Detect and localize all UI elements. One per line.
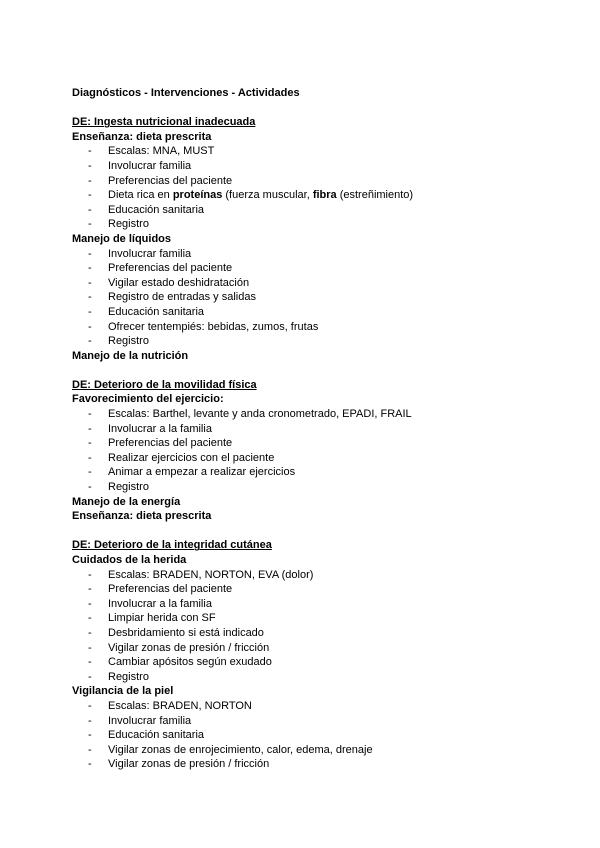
activity-item: [72, 436, 600, 451]
activity-text: Realizar ejercicios con el paciente: [108, 451, 275, 464]
activity-text-bold: proteínas: [172, 189, 223, 202]
activity-item: [72, 290, 600, 305]
list-dash: -: [88, 568, 92, 581]
activity-text: Vigilar zonas de enrojecimiento, calor, edema, drenaje: [108, 743, 373, 756]
list-dash: -: [88, 758, 92, 771]
activity-item: [72, 714, 600, 729]
activity-item: [72, 407, 600, 422]
activity-list: [72, 568, 600, 685]
list-dash: -: [88, 437, 92, 450]
activity-text: Vigilar zonas de presión / fricción: [108, 758, 270, 771]
list-dash: -: [88, 422, 92, 435]
list-dash: -: [88, 262, 92, 275]
list-dash: -: [88, 408, 92, 421]
activity-item: [72, 611, 600, 626]
diagnosis-heading: DE: Ingesta nutricional inadecuada: [72, 116, 256, 129]
list-dash: -: [88, 305, 92, 318]
activity-text: Involucrar familia: [108, 247, 192, 260]
intervention-heading: Enseñanza: dieta prescrita: [72, 510, 212, 523]
list-dash: -: [88, 203, 92, 216]
activity-item: [72, 757, 600, 772]
list-dash: -: [88, 145, 92, 158]
activity-item: [72, 261, 600, 276]
activity-item: [72, 465, 600, 480]
activity-item: [72, 641, 600, 656]
activity-text: Involucrar a la familia: [108, 422, 212, 435]
activity-text: Preferencias del paciente: [108, 437, 233, 450]
activity-list: [72, 407, 600, 495]
activity-item: [72, 159, 600, 174]
diagnosis-heading: DE: Deterioro de la movilidad física: [72, 378, 257, 391]
activity-item: [72, 699, 600, 714]
intervention-heading: Manejo de la nutrición: [72, 349, 189, 362]
activity-text-bold: fibra: [312, 189, 337, 202]
list-dash: -: [88, 174, 92, 187]
activity-text: Vigilar estado deshidratación: [108, 276, 250, 289]
list-dash: -: [88, 729, 92, 742]
activity-text: Involucrar familia: [108, 159, 192, 172]
list-dash: -: [88, 714, 92, 727]
activity-item: [72, 203, 600, 218]
list-dash: -: [88, 451, 92, 464]
activity-text: Registro: [108, 335, 149, 348]
intervention-heading: Manejo de la energía: [72, 495, 181, 508]
diagnosis-heading: DE: Deterioro de la integridad cutánea: [72, 539, 272, 552]
list-dash: -: [88, 583, 92, 596]
intervention-heading: Manejo de líquidos: [72, 232, 172, 245]
list-dash: -: [88, 276, 92, 289]
activity-text: Desbridamiento si está indicado: [108, 626, 264, 639]
activity-text: Involucrar familia: [108, 714, 192, 727]
activity-text: Educación sanitaria: [108, 203, 205, 216]
activity-item: [72, 626, 600, 641]
intervention-heading: Enseñanza: dieta prescrita: [72, 130, 212, 143]
intervention-heading: Vigilancia de la piel: [72, 685, 174, 698]
activity-text: (fuerza muscular,: [222, 189, 313, 202]
list-dash: -: [88, 699, 92, 712]
activity-item: [72, 276, 600, 291]
activity-list: [72, 144, 600, 232]
list-dash: -: [88, 743, 92, 756]
intervention-heading: Favorecimiento del ejercicio:: [72, 393, 224, 406]
activity-text: (estreñimiento): [336, 189, 414, 202]
section-spacer: [72, 101, 600, 116]
list-dash: -: [88, 612, 92, 625]
list-dash: -: [88, 641, 92, 654]
activity-item: [72, 582, 600, 597]
activity-text: Vigilar zonas de presión / fricción: [108, 641, 270, 654]
activity-text: Escalas: MNA, MUST: [108, 145, 215, 158]
document-content: [72, 101, 600, 772]
activity-list: [72, 247, 600, 349]
list-dash: -: [88, 481, 92, 494]
activity-text: Educación sanitaria: [108, 729, 205, 742]
activity-text: Cambiar apósitos según exudado: [108, 656, 272, 669]
intervention-heading: Cuidados de la herida: [72, 554, 187, 566]
activity-item: [72, 188, 600, 203]
activity-text: Preferencias del paciente: [108, 262, 233, 275]
list-dash: -: [88, 189, 92, 202]
activity-text: Involucrar a la familia: [108, 597, 212, 610]
activity-item: [72, 597, 600, 612]
activity-text: Registro: [108, 481, 149, 494]
list-dash: -: [88, 291, 92, 304]
section-spacer: [72, 363, 600, 378]
list-dash: -: [88, 247, 92, 260]
activity-text: Limpiar herida con SF: [108, 612, 216, 625]
activity-item: [72, 568, 600, 583]
activity-list: [72, 699, 600, 772]
document-title: Diagnósticos - Intervenciones - Actividades: [72, 87, 300, 99]
activity-item: [72, 728, 600, 743]
list-dash: -: [88, 670, 92, 683]
activity-text: Registro de entradas y salidas: [108, 291, 256, 304]
activity-item: [72, 305, 600, 320]
activity-item: [72, 320, 600, 335]
activity-text: Escalas: BRADEN, NORTON, EVA (dolor): [108, 568, 314, 581]
activity-text: Escalas: Barthel, levante y anda cronometrado, EPADI, FRAIL: [108, 408, 412, 421]
list-dash: -: [88, 466, 92, 479]
list-dash: -: [88, 656, 92, 669]
activity-text: Dieta rica en: [108, 189, 173, 202]
activity-item: [72, 174, 600, 189]
activity-text: Registro: [108, 670, 149, 683]
list-dash: -: [88, 335, 92, 348]
list-dash: -: [88, 218, 92, 231]
list-dash: -: [88, 597, 92, 610]
activity-text: Registro: [108, 218, 149, 231]
activity-text: Educación sanitaria: [108, 305, 205, 318]
activity-item: [72, 480, 600, 495]
list-dash: -: [88, 159, 92, 172]
activity-item: [72, 217, 600, 232]
list-dash: -: [88, 626, 92, 639]
activity-item: [72, 247, 600, 262]
activity-text: Escalas: BRADEN, NORTON: [108, 699, 252, 712]
activity-item: [72, 655, 600, 670]
activity-text: Preferencias del paciente: [108, 583, 233, 596]
activity-text: Ofrecer tentempiés: bebidas, zumos, frutas: [108, 320, 319, 333]
section-spacer: [72, 524, 600, 539]
activity-text: Animar a empezar a realizar ejercicios: [108, 466, 296, 479]
activity-item: [72, 451, 600, 466]
activity-text: Preferencias del paciente: [108, 174, 233, 187]
activity-item: [72, 743, 600, 758]
activity-item: [72, 422, 600, 437]
list-dash: -: [88, 320, 92, 333]
activity-item: [72, 670, 600, 685]
activity-item: [72, 334, 600, 349]
activity-item: [72, 144, 600, 159]
